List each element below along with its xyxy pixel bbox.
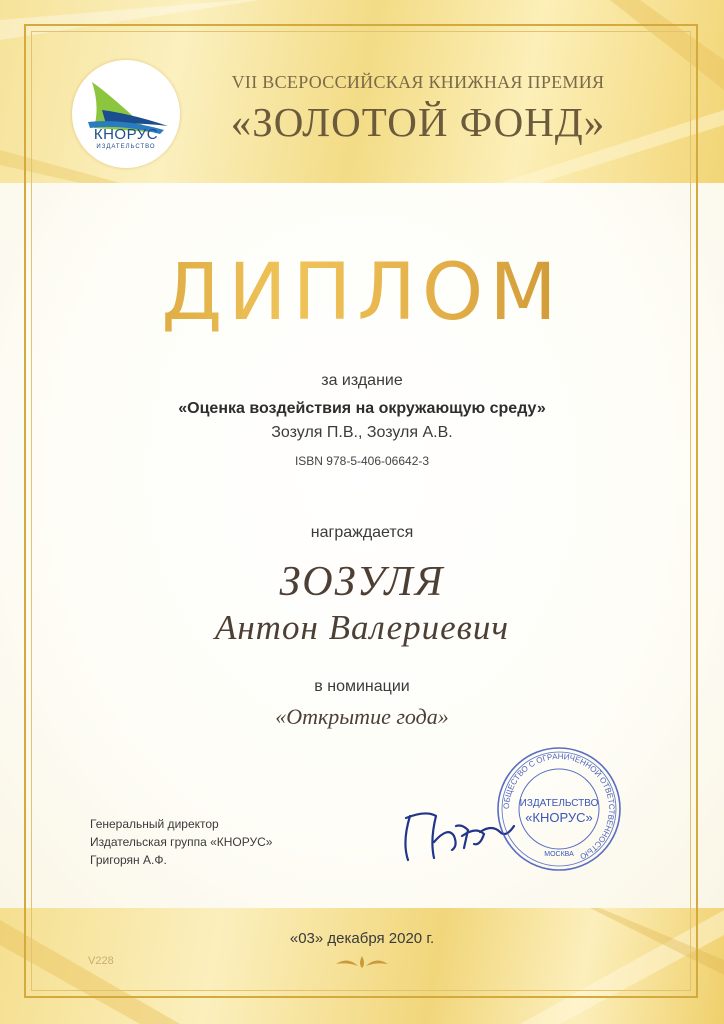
award-name: «ЗОЛОТОЙ ФОНД»	[230, 99, 606, 145]
logo-subtitle: ИЗДАТЕЛЬСТВО	[96, 144, 156, 150]
signer-position: Генеральный директор	[90, 817, 219, 831]
book-isbn: ISBN 978-5-406-06642-3	[294, 454, 430, 468]
award-edition-line: VII ВСЕРОССИЙСКАЯ КНИЖНАЯ ПРЕМИЯ	[231, 72, 605, 92]
logo-name: КНОРУС	[93, 126, 159, 143]
book-authors: Зозуля П.В., Зозуля А.В.	[271, 424, 453, 441]
seal-line-2: «КНОРУС»	[525, 810, 593, 825]
recipient-given-names: Антон Валериевич	[214, 608, 510, 647]
sail-logo-icon	[72, 60, 180, 168]
diploma-title: ДИПЛОМ	[0, 248, 724, 338]
nomination-title: «Открытие года»	[275, 704, 449, 729]
seal-line-1: ИЗДАТЕЛЬСТВО	[519, 798, 599, 809]
award-date: «03» декабря 2020 г.	[289, 930, 435, 947]
signer-block	[90, 815, 272, 869]
publisher-seal	[494, 744, 624, 874]
signer-organization: Издательская группа «КНОРУС»	[90, 835, 273, 849]
knorus-logo	[72, 60, 180, 168]
recipient-surname: ЗОЗУЛЯ	[279, 559, 445, 605]
awarded-label: награждается	[310, 524, 414, 541]
seal-ring-text: ОБЩЕСТВО С ОГРАНИЧЕННОЙ ОТВЕТСТВЕННОСТЬЮ	[501, 751, 617, 862]
signer-name: Григорян А.Ф.	[90, 853, 167, 867]
book-title: «Оценка воздействия на окружающую среду»	[178, 400, 546, 417]
nomination-label: в номинации	[314, 678, 410, 695]
document-code: V228	[88, 955, 114, 967]
for-edition-label: за издание	[321, 372, 403, 389]
gold-ornament-icon	[332, 952, 392, 972]
seal-city: МОСКВА	[544, 851, 574, 858]
